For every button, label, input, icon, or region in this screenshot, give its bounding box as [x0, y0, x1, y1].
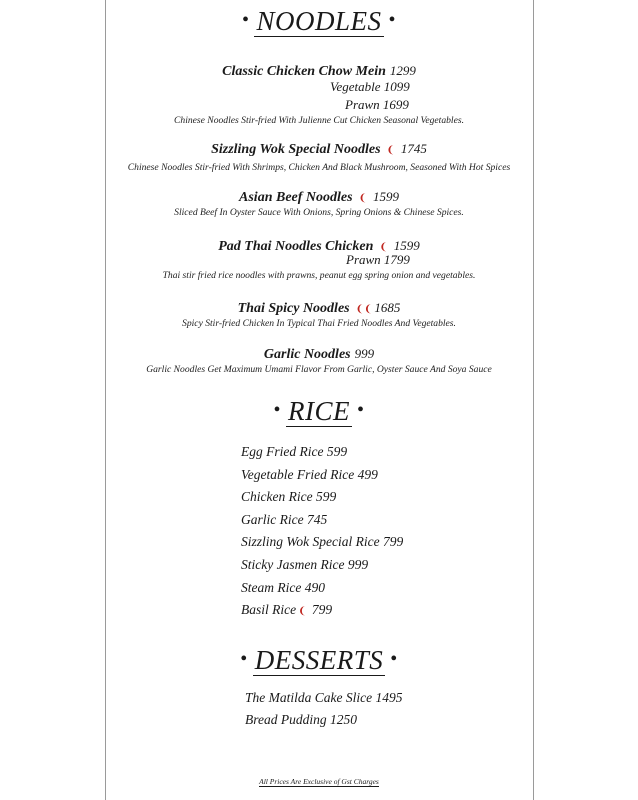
- item-name: Garlic Rice: [241, 511, 304, 527]
- chili-pepper-icon: ❨: [386, 145, 395, 156]
- list-item: [241, 486, 403, 509]
- item-name: Steam Rice: [241, 579, 302, 595]
- item-name: Basil Rice: [241, 602, 297, 618]
- rice-heading: • RICE •: [273, 396, 365, 426]
- item-price: 1250: [330, 712, 357, 727]
- list-item: [241, 441, 403, 464]
- item-price: 799: [311, 602, 333, 618]
- item-name: Chicken Rice: [241, 489, 313, 505]
- menu-item-sizzling-wok-special-noodles: [105, 140, 533, 158]
- item-price: 1599: [393, 238, 420, 253]
- item-price: 999: [347, 556, 369, 572]
- item-description: Chinese Noodles Stir-fried With Shrimps, Chicken And Black Mushroom, Seasoned With Hot Spices: [127, 162, 511, 173]
- item-description: Sliced Beef In Oyster Sauce With Onions, Spring Onions & Chinese Spices.: [174, 207, 464, 218]
- menu-item-garlic-noodles: [105, 345, 533, 363]
- list-item: [241, 464, 403, 487]
- item-variant: Prawn 1799: [346, 252, 410, 267]
- menu-item-thai-spicy-noodles: [105, 299, 533, 317]
- item-price: 745: [306, 511, 328, 527]
- item-price: 499: [357, 466, 378, 482]
- item-name: Sizzling Wok Special Rice: [241, 534, 380, 550]
- item-price: 1599: [372, 189, 399, 204]
- item-price: 1299: [389, 63, 416, 78]
- chili-pepper-icon: ❨: [298, 606, 307, 618]
- item-name: Classic Chicken Chow Mein: [222, 64, 386, 79]
- item-name: Egg Fried Rice: [241, 444, 324, 459]
- item-price: 1495: [375, 690, 403, 705]
- dessert-list: [245, 687, 402, 731]
- item-name: Bread Pudding: [245, 712, 327, 727]
- rice-list: [241, 441, 403, 622]
- footer-note: All Prices Are Exclusive of Gst Charges: [259, 777, 379, 786]
- item-variant: Prawn 1699: [345, 97, 409, 112]
- chili-pepper-icon: ❨: [358, 193, 367, 204]
- item-description: Spicy Stir-fried Chicken In Typical Thai Fried Noodles And Vegetables.: [182, 318, 456, 329]
- item-variant: Vegetable 1099: [330, 79, 410, 94]
- item-name: The Matilda Cake Slice: [245, 690, 373, 705]
- list-item: [241, 577, 403, 600]
- item-description: Thai stir fried rice noodles with prawns, peanut egg spring onion and vegetables.: [162, 270, 476, 281]
- item-name: Garlic Noodles: [263, 347, 351, 362]
- item-price: 999: [354, 346, 375, 361]
- item-name: Thai Spicy Noodles: [237, 301, 350, 316]
- item-price: 1745: [400, 141, 427, 156]
- item-price: 490: [304, 579, 325, 595]
- item-name: Asian Beef Noodles: [239, 190, 353, 205]
- list-item: [245, 687, 402, 709]
- item-name: Sizzling Wok Special Noodles: [211, 142, 381, 157]
- desserts-heading: • DESSERTS •: [240, 645, 398, 675]
- noodles-heading: • NOODLES •: [241, 6, 397, 36]
- item-price: 799: [382, 534, 404, 550]
- item-name: Pad Thai Noodles Chicken: [218, 239, 374, 254]
- list-item: [241, 554, 403, 577]
- menu-item-asian-beef-noodles: [105, 188, 533, 206]
- list-item: [241, 531, 403, 554]
- item-description: Garlic Noodles Get Maximum Umami Flavor From Garlic, Oyster Sauce And Soya Sauce: [146, 364, 492, 375]
- chili-pepper-icon: ❨❨: [355, 304, 373, 315]
- item-price: 599: [315, 489, 337, 505]
- item-description: Chinese Noodles Stir-fried With Julienne Cut Chicken Seasonal Vegetables.: [174, 115, 464, 126]
- item-price: 599: [326, 444, 348, 459]
- chili-pepper-icon: ❨: [379, 242, 388, 253]
- menu-item-pad-thai-noodles-chicken: [105, 237, 533, 255]
- menu-item-classic-chicken-chow-mein: [105, 62, 533, 80]
- item-name: Vegetable Fried Rice: [241, 466, 355, 482]
- list-item: [241, 509, 403, 532]
- list-item: [241, 599, 403, 622]
- item-price: 1685: [374, 300, 401, 315]
- item-name: Sticky Jasmen Rice: [241, 556, 345, 572]
- list-item: [245, 709, 402, 731]
